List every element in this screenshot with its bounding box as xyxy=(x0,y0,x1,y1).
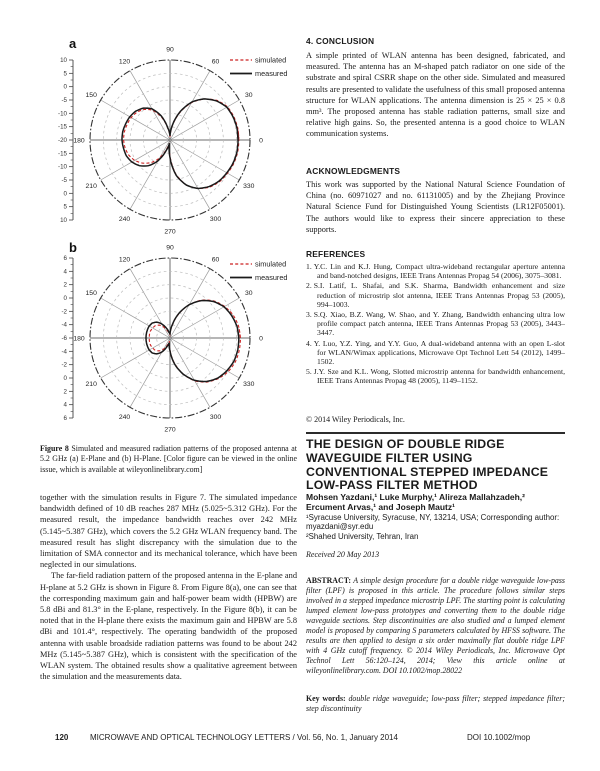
svg-text:270: 270 xyxy=(164,426,176,434)
figure-8-caption-label: Figure 8 xyxy=(40,443,69,453)
svg-text:-6: -6 xyxy=(61,335,67,342)
svg-text:-15: -15 xyxy=(58,150,67,158)
page-number: 120 xyxy=(55,733,69,742)
references-heading: REFERENCES xyxy=(306,249,366,259)
reference-text: Y. Luo, Y.Z. Ying, and Y.Y. Guo, A dual-wideband antenna with an open L-slot for WLAN/Wimax applications, Microwave Opt Technol Lett 54 (2012), 1499–1502. xyxy=(313,338,565,367)
svg-text:0: 0 xyxy=(259,137,263,145)
svg-text:30: 30 xyxy=(245,289,253,297)
svg-text:240: 240 xyxy=(118,216,131,224)
affiliation-1: ¹Syracuse University, Syracuse, NY, 13214, USA; Corresponding author: myazdani@syr.edu xyxy=(306,513,560,532)
svg-text:0: 0 xyxy=(63,83,67,91)
figure-8-caption xyxy=(40,444,297,476)
svg-text:-2: -2 xyxy=(61,308,67,316)
reference-number: 4. xyxy=(306,338,312,348)
svg-text:measured: measured xyxy=(255,273,288,283)
svg-text:4: 4 xyxy=(63,268,67,276)
svg-text:b: b xyxy=(69,240,77,255)
reference-item xyxy=(306,367,565,385)
abstract xyxy=(306,576,565,676)
abstract-label: ABSTRACT: xyxy=(306,575,352,585)
svg-text:measured: measured xyxy=(255,69,288,79)
svg-text:-4: -4 xyxy=(61,348,67,356)
svg-text:0: 0 xyxy=(63,190,67,198)
affiliation-2: ²Shahed University, Tehran, Iran xyxy=(306,531,419,541)
svg-text:0: 0 xyxy=(259,335,263,343)
svg-text:90: 90 xyxy=(166,244,174,252)
article-divider-rule xyxy=(306,432,565,434)
received-date: Received 20 May 2013 xyxy=(306,550,380,559)
svg-text:240: 240 xyxy=(118,414,131,422)
svg-text:-10: -10 xyxy=(58,110,67,118)
svg-text:270: 270 xyxy=(164,228,176,234)
journal-line: MICROWAVE AND OPTICAL TECHNOLOGY LETTERS / Vol. 56, No. 1, January 2014 xyxy=(90,733,398,742)
reference-item xyxy=(306,281,565,309)
authors-line-1: Mohsen Yazdani,¹ Luke Murphy,¹ Alireza Mallahzadeh,² xyxy=(306,492,525,502)
svg-text:150: 150 xyxy=(85,91,97,99)
svg-text:4: 4 xyxy=(63,401,67,409)
reference-item xyxy=(306,310,565,338)
article-authors xyxy=(306,493,565,512)
reference-number: 2. xyxy=(306,281,312,291)
svg-text:180: 180 xyxy=(73,335,85,343)
keywords-label: Key words: xyxy=(306,693,346,703)
svg-text:30: 30 xyxy=(245,91,253,99)
doi-line: DOI 10.1002/mop xyxy=(467,733,531,742)
reference-item xyxy=(306,339,565,367)
svg-text:2: 2 xyxy=(63,388,67,396)
svg-text:-4: -4 xyxy=(61,321,67,329)
svg-text:150: 150 xyxy=(85,289,97,297)
reference-text: Y.C. Lin and K.J. Hung, Compact ultra-wideband rectangular aperture antenna and band-notched designs, IEEE Trans Antennas Propag 54 (2006), 3075–3081. xyxy=(313,262,565,281)
figure-8b-polar-chart-hplane xyxy=(38,232,300,434)
left-column-body xyxy=(40,492,297,682)
svg-text:-10: -10 xyxy=(58,163,67,171)
svg-text:330: 330 xyxy=(243,380,255,388)
reference-number: 5. xyxy=(306,367,312,377)
svg-text:-15: -15 xyxy=(58,123,67,131)
svg-text:180: 180 xyxy=(73,137,85,145)
svg-text:0: 0 xyxy=(63,375,67,382)
svg-text:120: 120 xyxy=(118,256,131,264)
figure-8a-polar-chart-eplane xyxy=(38,28,300,234)
reference-item xyxy=(306,262,565,280)
svg-text:6: 6 xyxy=(63,255,67,262)
svg-text:120: 120 xyxy=(118,58,131,66)
svg-text:5: 5 xyxy=(63,203,67,211)
reference-number: 3. xyxy=(306,310,312,320)
svg-text:330: 330 xyxy=(243,182,255,190)
svg-text:simulated: simulated xyxy=(255,55,287,65)
acknowledgments-heading: ACKNOWLEDGMENTS xyxy=(306,166,401,176)
svg-text:210: 210 xyxy=(85,380,97,388)
reference-text: S.Q. Xiao, B.Z. Wang, W. Shao, and Y. Zhang, Bandwidth enhancing ultra low profile compact patch antenna, IEEE Trans Antennas Propag 53 (2005), 3443–3447. xyxy=(313,310,565,338)
svg-text:60: 60 xyxy=(211,256,220,264)
svg-text:5: 5 xyxy=(63,70,67,78)
figure-8-caption-text: Simulated and measured radiation patterns of the proposed antenna at 5.2 GHz (a) E-Plane and (b) H-Plane. [Color figure can be viewed in the online issue, which is available at wileyonlinelibrary.com] xyxy=(40,443,297,475)
svg-text:-5: -5 xyxy=(61,97,67,104)
acknowledgments-text: This work was supported by the National Natural Science Foundation of China (no. 60971027 and no. 61131005) and by the Zhejiang Province Natural Science Fund for Distinguished Young Scientists (LR12F05001). The authors would like to express their sincere appreciation to these supports. xyxy=(306,180,565,234)
svg-text:300: 300 xyxy=(209,414,222,422)
svg-text:0: 0 xyxy=(63,295,67,302)
svg-text:-20: -20 xyxy=(58,137,67,144)
svg-text:simulated: simulated xyxy=(255,259,287,269)
keywords-text: double ridge waveguide; low-pass filter; stepped impedance filter; step discontinuity xyxy=(306,693,565,713)
svg-text:a: a xyxy=(69,36,77,51)
svg-text:-5: -5 xyxy=(61,177,67,184)
references-list xyxy=(306,262,565,387)
svg-text:210: 210 xyxy=(85,182,97,190)
reference-text: J.Y. Sze and K.L. Wong, Slotted microstrip antenna for bandwidth enhancement, IEEE Trans Antennas Propag 48 (2005), 1149–1152. xyxy=(313,367,565,386)
svg-text:10: 10 xyxy=(60,57,67,64)
reference-number: 1. xyxy=(306,262,312,271)
reference-text: S.I. Latif, L. Shafai, and S.K. Sharma, Bandwidth enhancement and size reduction of microstrip slot antenna, IEEE Trans Antennas Propag 53 (2005), 994–1003. xyxy=(313,281,565,309)
svg-text:300: 300 xyxy=(209,216,222,224)
body-paragraph-2: The far-field radiation pattern of the proposed antenna in the E-plane and H-plane at 5.2 GHz is shown in Figure 8. From Figure 8(a), one can see that the corresponding maximum gain and half-power beam width (HPBW) are 5.8 dBi and 81.3° in the E-plane, respectively. In the Figure 8(b), it can be noted that in the H-plane there exists the maximum gain and HPBW are 5.8 dBi and 101.4°, respectively. The operating bandwidth of the proposed antenna with usable broadside radiation patterns was found to be about 242 MHz (5.145~5.387 GHz), which is consistent with the specification of the WLAN system. The obtained results show a qualitative agreement between the simulation and the measurements data. xyxy=(40,571,297,682)
copyright-line: © 2014 Wiley Periodicals, Inc. xyxy=(306,415,405,424)
svg-text:90: 90 xyxy=(166,46,174,54)
conclusion-text: A simple printed of WLAN antenna has been designed, fabricated, and measured. The antenna has an M-shaped patch radiator on one side of the substrate and spiral CSRR shape on the other side. Simulated and measured results are presented to validate the usefulness of this small proposed antenna structure for WLAN applications. The antenna dimension is 25 × 25 × 0.8 mm³. The proposed antenna has stable radiation patterns, small size and relative high gains. So, the presented antenna is a good choice to WLAN communication systems. xyxy=(306,51,565,139)
article-title: THE DESIGN OF DOUBLE RIDGE WAVEGUIDE FILTER USING CONVENTIONAL STEPPED IMPEDANCE LOW-PASS FILTER METHOD xyxy=(306,437,549,493)
body-paragraph-1: together with the simulation results in Figure 7. The simulated impedance bandwidth defined of 10 dB reaches 287 MHz (5.025~5.312 GHz). For the measured result, the impedance bandwidth reaches over 242 MHz (5.145~5.387 GHz), which covers the 5.2 GHz WLAN frequency band. The measured result has slight discrepancy with the simulation due to the limitation of SMA connector and its mechanical tolerance, which have been neglected in our simulations. xyxy=(40,493,297,570)
conclusion-heading: 4. CONCLUSION xyxy=(306,36,375,46)
article-affiliations xyxy=(306,513,565,541)
authors-line-2: Ercument Arvas,¹ and Joseph Mautz¹ xyxy=(306,501,455,512)
svg-text:-2: -2 xyxy=(61,361,67,369)
svg-text:2: 2 xyxy=(63,281,67,289)
svg-text:10: 10 xyxy=(60,217,67,224)
abstract-text: A simple design procedure for a double ridge waveguide low-pass filter (LPF) is proposed in this article. The procedure follows similar steps involved in a stepped impedance microstrip LPF. The starting point is calculating lumped element low-pass prototypes and converting them to the double ridge waveguide sections. Step discontinuities are also studied and a lumped element model is proposed by comparing S parameters calculated by HFSS software. The results are then applied to design a six order maximally flat double ridge LPF with 4 GHz cutoff frequency. © 2014 Wiley Periodicals, Inc. Microwave Opt Technol Lett 56:120–124, 2014; View this article online at wileyonlinelibrary.com. DOI 10.1002/mop.28022 xyxy=(306,575,565,675)
keywords xyxy=(306,694,565,714)
svg-text:6: 6 xyxy=(63,415,67,422)
svg-text:60: 60 xyxy=(211,58,220,66)
